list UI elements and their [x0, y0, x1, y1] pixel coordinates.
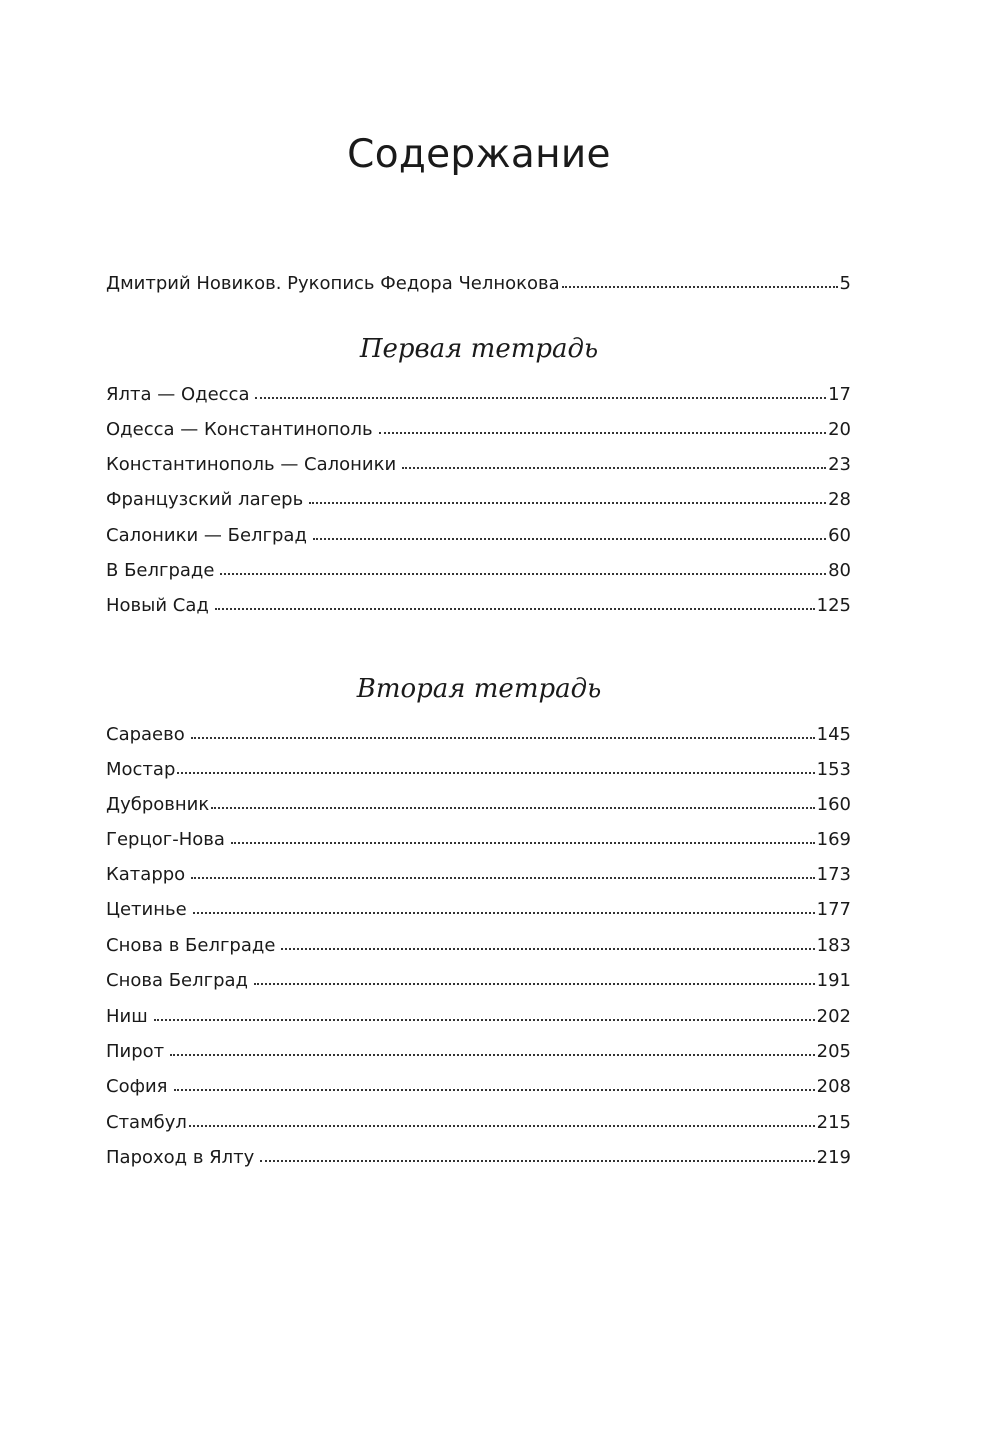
toc-entry-title: Новый Сад [106, 595, 209, 616]
toc-entry-title: Снова Белград [106, 970, 248, 991]
toc-entry-page: 145 [816, 724, 851, 745]
toc-entry-page: 173 [816, 864, 851, 885]
toc-entry-title: Салоники — Белград [106, 525, 307, 546]
dot-leader [177, 771, 814, 774]
dot-leader [260, 1159, 814, 1162]
dot-leader [215, 607, 815, 610]
toc-entry-page: 153 [816, 759, 851, 780]
dot-leader [379, 431, 827, 434]
toc-entry [106, 792, 851, 818]
page-title: Содержание [347, 132, 611, 177]
toc-entry-page: 169 [816, 829, 851, 850]
dot-leader [191, 736, 815, 739]
toc-entry-title: Ниш [106, 1006, 148, 1027]
toc-entry [106, 827, 851, 853]
toc-entry [106, 1074, 851, 1100]
toc-entry [106, 897, 851, 923]
dot-leader [174, 1088, 815, 1091]
toc-entry-title: Одесса — Константинополь [106, 419, 373, 440]
toc-entry-page: 20 [828, 419, 851, 440]
toc-entry-page: 28 [828, 489, 851, 510]
toc-entry-title: Катарро [106, 864, 186, 885]
dot-leader [189, 1124, 815, 1127]
toc-entry-page: 208 [816, 1076, 851, 1097]
toc-entry [106, 593, 851, 619]
toc-entry-page: 17 [828, 384, 851, 405]
toc-entry [106, 487, 851, 513]
dot-leader [220, 572, 826, 575]
toc-entry [106, 862, 851, 888]
toc-entry-title: Мостар [106, 759, 176, 780]
toc-entry [106, 968, 851, 994]
dot-leader [154, 1018, 815, 1021]
toc-entry-title: Французский лагерь [106, 489, 304, 510]
toc-entry-title: Пирот [106, 1041, 165, 1062]
dot-leader [231, 841, 815, 844]
toc-entry-title: Дмитрий Новиков. Рукопись Федора Челнокова [106, 273, 560, 294]
toc-entry-page: 219 [816, 1147, 851, 1168]
toc-entry [106, 523, 851, 549]
section-heading-second: Вторая тетрадь [356, 674, 602, 704]
toc-entry [106, 757, 851, 783]
toc-entry-page: 160 [816, 794, 851, 815]
toc-entry-page: 60 [828, 525, 851, 546]
toc-entry-title: Ялта — Одесса [106, 384, 250, 405]
toc-entry [106, 417, 851, 443]
toc-entry-page: 183 [816, 935, 851, 956]
dot-leader [255, 396, 826, 399]
toc-entry-intro [106, 271, 851, 297]
toc-entry-page: 205 [816, 1041, 851, 1062]
toc-entry [106, 1145, 851, 1171]
dot-leader [193, 911, 815, 914]
dot-leader [562, 285, 838, 288]
toc-entry [106, 382, 851, 408]
toc-entry-title: Пароход в Ялту [106, 1147, 255, 1168]
dot-leader [254, 982, 815, 985]
toc-entry [106, 933, 851, 959]
toc-entry-page: 202 [816, 1006, 851, 1027]
toc-entry-page: 23 [828, 454, 851, 475]
dot-leader [313, 537, 826, 540]
toc-entry [106, 558, 851, 584]
dot-leader [309, 501, 826, 504]
toc-entry-page: 80 [828, 560, 851, 581]
toc-entry [106, 1110, 851, 1136]
toc-entry [106, 1039, 851, 1065]
toc-entry-page: 177 [816, 899, 851, 920]
toc-entry-title: Константинополь — Салоники [106, 454, 397, 475]
toc-entry-title: Сараево [106, 724, 185, 745]
toc-entry-title: В Белграде [106, 560, 215, 581]
toc-entry-title: Герцог-Нова [106, 829, 225, 850]
toc-entry-title: Снова в Белграде [106, 935, 276, 956]
toc-entry-title: София [106, 1076, 168, 1097]
toc-entry-page: 5 [839, 273, 851, 294]
toc-entry-page: 191 [816, 970, 851, 991]
toc-entry-page: 125 [816, 595, 851, 616]
section-heading-first: Первая тетрадь [359, 334, 599, 364]
toc-entry [106, 452, 851, 478]
dot-leader [281, 947, 814, 950]
toc-entry-title: Дубровник [106, 794, 210, 815]
toc-entry [106, 722, 851, 748]
dot-leader [402, 466, 826, 469]
toc-entry [106, 1004, 851, 1030]
toc-entry-title: Стамбул [106, 1112, 187, 1133]
toc-entry-title: Цетинье [106, 899, 187, 920]
dot-leader [170, 1053, 814, 1056]
dot-leader [191, 876, 814, 879]
toc-entry-page: 215 [816, 1112, 851, 1133]
dot-leader [211, 806, 814, 809]
